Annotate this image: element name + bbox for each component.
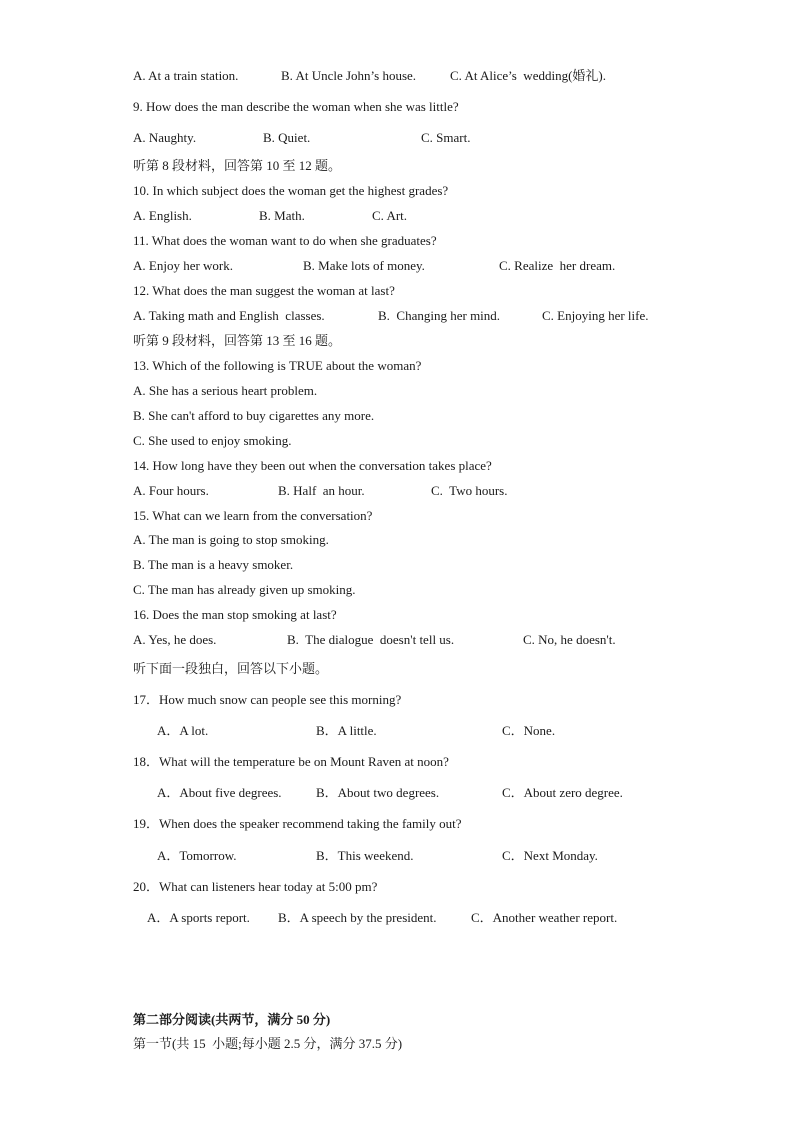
q12-option-a: A. Taking math and English classes.	[133, 308, 325, 323]
question-16: 16. Does the man stop smoking at last?	[133, 607, 337, 622]
question-15: 15. What can we learn from the conversation?	[133, 508, 373, 523]
q8-option-b: B. At Uncle John’s house.	[281, 68, 417, 83]
q9-option-b: B. Quiet.	[263, 130, 311, 145]
q10-option-b: B. Math.	[259, 208, 305, 223]
q11-option-b: B. Make lots of money.	[303, 258, 425, 273]
q16-option-b: B. The dialogue doesn't tell us.	[287, 632, 455, 647]
section-9-heading: 听第 9 段材料，回答第 13 至 16 题。	[133, 333, 342, 348]
q11-option-a: A. Enjoy her work.	[133, 258, 234, 273]
q16-option-a: A. Yes, he does.	[133, 632, 217, 647]
q18-option-a: A．About five degrees.	[157, 785, 282, 800]
question-19: 19．When does the speaker recommend taking the family out?	[133, 816, 462, 831]
q17-option-c: C．None.	[502, 723, 556, 738]
q12-option-b: B. Changing her mind.	[378, 308, 501, 323]
part-2-title: 第二部分阅读(共两节，满分 50 分)	[133, 1012, 331, 1027]
q13-option-a: A. She has a serious heart problem.	[133, 383, 318, 398]
q15-option-c: C. The man has already given up smoking.	[133, 582, 356, 597]
q18-option-b: B．About two degrees.	[316, 785, 440, 800]
question-9: 9. How does the man describe the woman when she was little?	[133, 99, 459, 114]
q10-option-c: C. Art.	[372, 208, 408, 223]
q13-option-c: C. She used to enjoy smoking.	[133, 433, 292, 448]
q13-option-b: B. She can't afford to buy cigarettes any more.	[133, 408, 375, 423]
q15-option-a: A. The man is going to stop smoking.	[133, 532, 329, 547]
q17-option-b: B．A little.	[316, 723, 377, 738]
q8-option-c: C. At Alice’s wedding(婚礼).	[450, 68, 606, 83]
q19-option-b: B．This weekend.	[316, 848, 414, 863]
q14-option-c: C. Two hours.	[431, 483, 508, 498]
question-17: 17．How much snow can people see this morning?	[133, 692, 402, 707]
q20-option-c: C．Another weather report.	[471, 910, 618, 925]
q17-option-a: A．A lot.	[157, 723, 209, 738]
q12-option-c: C. Enjoying her life.	[542, 308, 649, 323]
section-8-heading: 听第 8 段材料，回答第 10 至 12 题。	[133, 158, 342, 173]
q9-option-c: C. Smart.	[421, 130, 471, 145]
q19-option-c: C．Next Monday.	[502, 848, 598, 863]
monologue-heading: 听下面一段独白，回答以下小题。	[133, 661, 329, 676]
question-20: 20．What can listeners hear today at 5:00 pm?	[133, 879, 378, 894]
q15-option-b: B. The man is a heavy smoker.	[133, 557, 294, 572]
q18-option-c: C．About zero degree.	[502, 785, 623, 800]
q14-option-b: B. Half an hour.	[278, 483, 365, 498]
q8-option-a: A. At a train station.	[133, 68, 239, 83]
q11-option-c: C. Realize her dream.	[499, 258, 616, 273]
q16-option-c: C. No, he doesn't.	[523, 632, 616, 647]
q20-option-b: B．A speech by the president.	[278, 910, 437, 925]
part-2-section-1: 第一节(共 15 小题;每小题 2.5 分，满分 37.5 分)	[133, 1036, 403, 1051]
question-18: 18．What will the temperature be on Mount Raven at noon?	[133, 754, 449, 769]
question-10: 10. In which subject does the woman get the highest grades?	[133, 183, 449, 198]
q9-option-a: A. Naughty.	[133, 130, 197, 145]
question-11: 11. What does the woman want to do when she graduates?	[133, 233, 437, 248]
q20-option-a: A．A sports report.	[147, 910, 250, 925]
q19-option-a: A．Tomorrow.	[157, 848, 237, 863]
question-14: 14. How long have they been out when the conversation takes place?	[133, 458, 492, 473]
question-13: 13. Which of the following is TRUE about the woman?	[133, 358, 422, 373]
question-12: 12. What does the man suggest the woman at last?	[133, 283, 395, 298]
q14-option-a: A. Four hours.	[133, 483, 209, 498]
q10-option-a: A. English.	[133, 208, 192, 223]
